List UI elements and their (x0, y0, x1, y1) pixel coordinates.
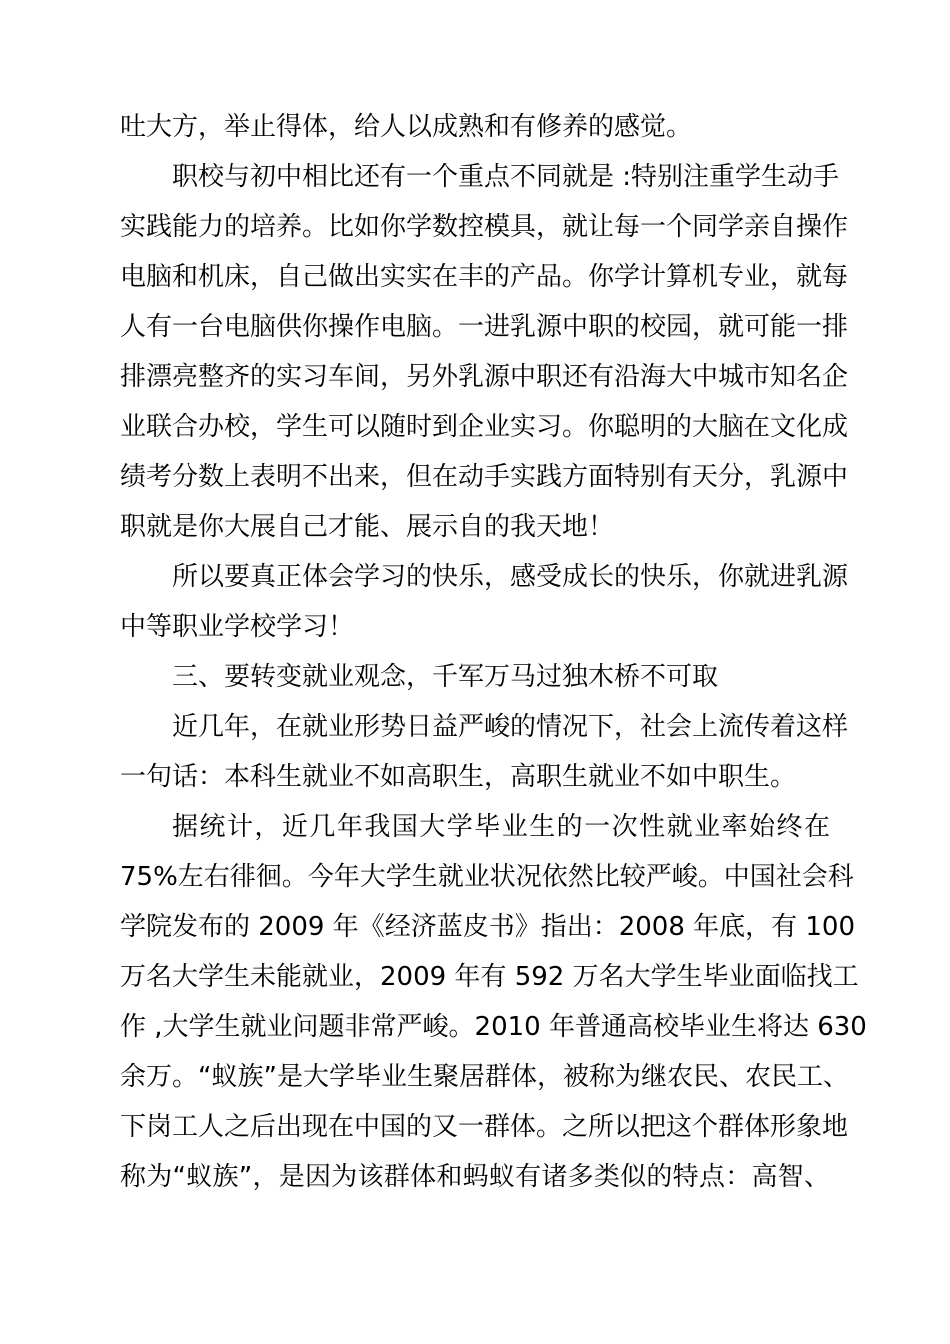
paragraph-line: 绩考分数上表明不出来，但在动手实践方面特别有天分，乳源中 (120, 462, 849, 492)
paragraph-line: 据统计，近几年我国大学毕业生的一次性就业率始终在 (172, 812, 830, 842)
paragraph-line: 余万。“蚁族”是大学毕业生聚居群体，被称为继农民、农民工、 (120, 1062, 849, 1092)
paragraph-line: 吐大方，举止得体，给人以成熟和有修养的感觉。 (120, 112, 693, 142)
paragraph-line: 电脑和机床，自己做出实实在丰的产品。你学计算机专业，就每 (120, 262, 849, 292)
paragraph-line: 学院发布的 2009 年《经济蓝皮书》指出：2008 年底，有 100 (120, 912, 856, 942)
paragraph-line: 75%左右徘徊。今年大学生就业状况依然比较严峻。中国社会科 (120, 862, 854, 892)
paragraph-line: 近几年，在就业形势日益严峻的情况下，社会上流传着这样 (172, 712, 849, 742)
paragraph-line: 下岗工人之后出现在中国的又一群体。之所以把这个群体形象地 (120, 1112, 849, 1142)
paragraph-line: 所以要真正体会学习的快乐，感受成长的快乐，你就进乳源 (172, 562, 849, 592)
paragraph-line: 排漂亮整齐的实习车间，另外乳源中职还有沿海大中城市知名企 (120, 362, 849, 392)
paragraph-line: 一句话：本科生就业不如高职生，高职生就业不如中职生。 (120, 762, 797, 792)
paragraph-line: 称为“蚁族”，是因为该群体和蚂蚁有诸多类似的特点：高智、 (120, 1162, 830, 1192)
paragraph-line: 作 ,大学生就业问题非常严峻。2010 年普通高校毕业生将达 630 (120, 1012, 867, 1042)
paragraph-line: 人有一台电脑供你操作电脑。一进乳源中职的校园，就可能一排 (120, 312, 849, 342)
document-page (120, 102, 867, 1202)
paragraph-line: 职就是你大展自己才能、展示自的我天地！ (120, 512, 615, 542)
paragraph-line: 职校与初中相比还有一个重点不同就是 :特别注重学生动手 (172, 162, 840, 192)
paragraph-line: 业联合办校，学生可以随时到企业实习。你聪明的大脑在文化成 (120, 412, 849, 442)
paragraph-line: 万名大学生未能就业，2009 年有 592 万名大学生毕业面临找工 (120, 962, 859, 992)
paragraph-line: 中等职业学校学习！ (120, 612, 355, 642)
paragraph-line: 实践能力的培养。比如你学数控模具，就让每一个同学亲自操作 (120, 212, 849, 242)
section-heading: 三、要转变就业观念，千军万马过独木桥不可取 (172, 662, 719, 692)
